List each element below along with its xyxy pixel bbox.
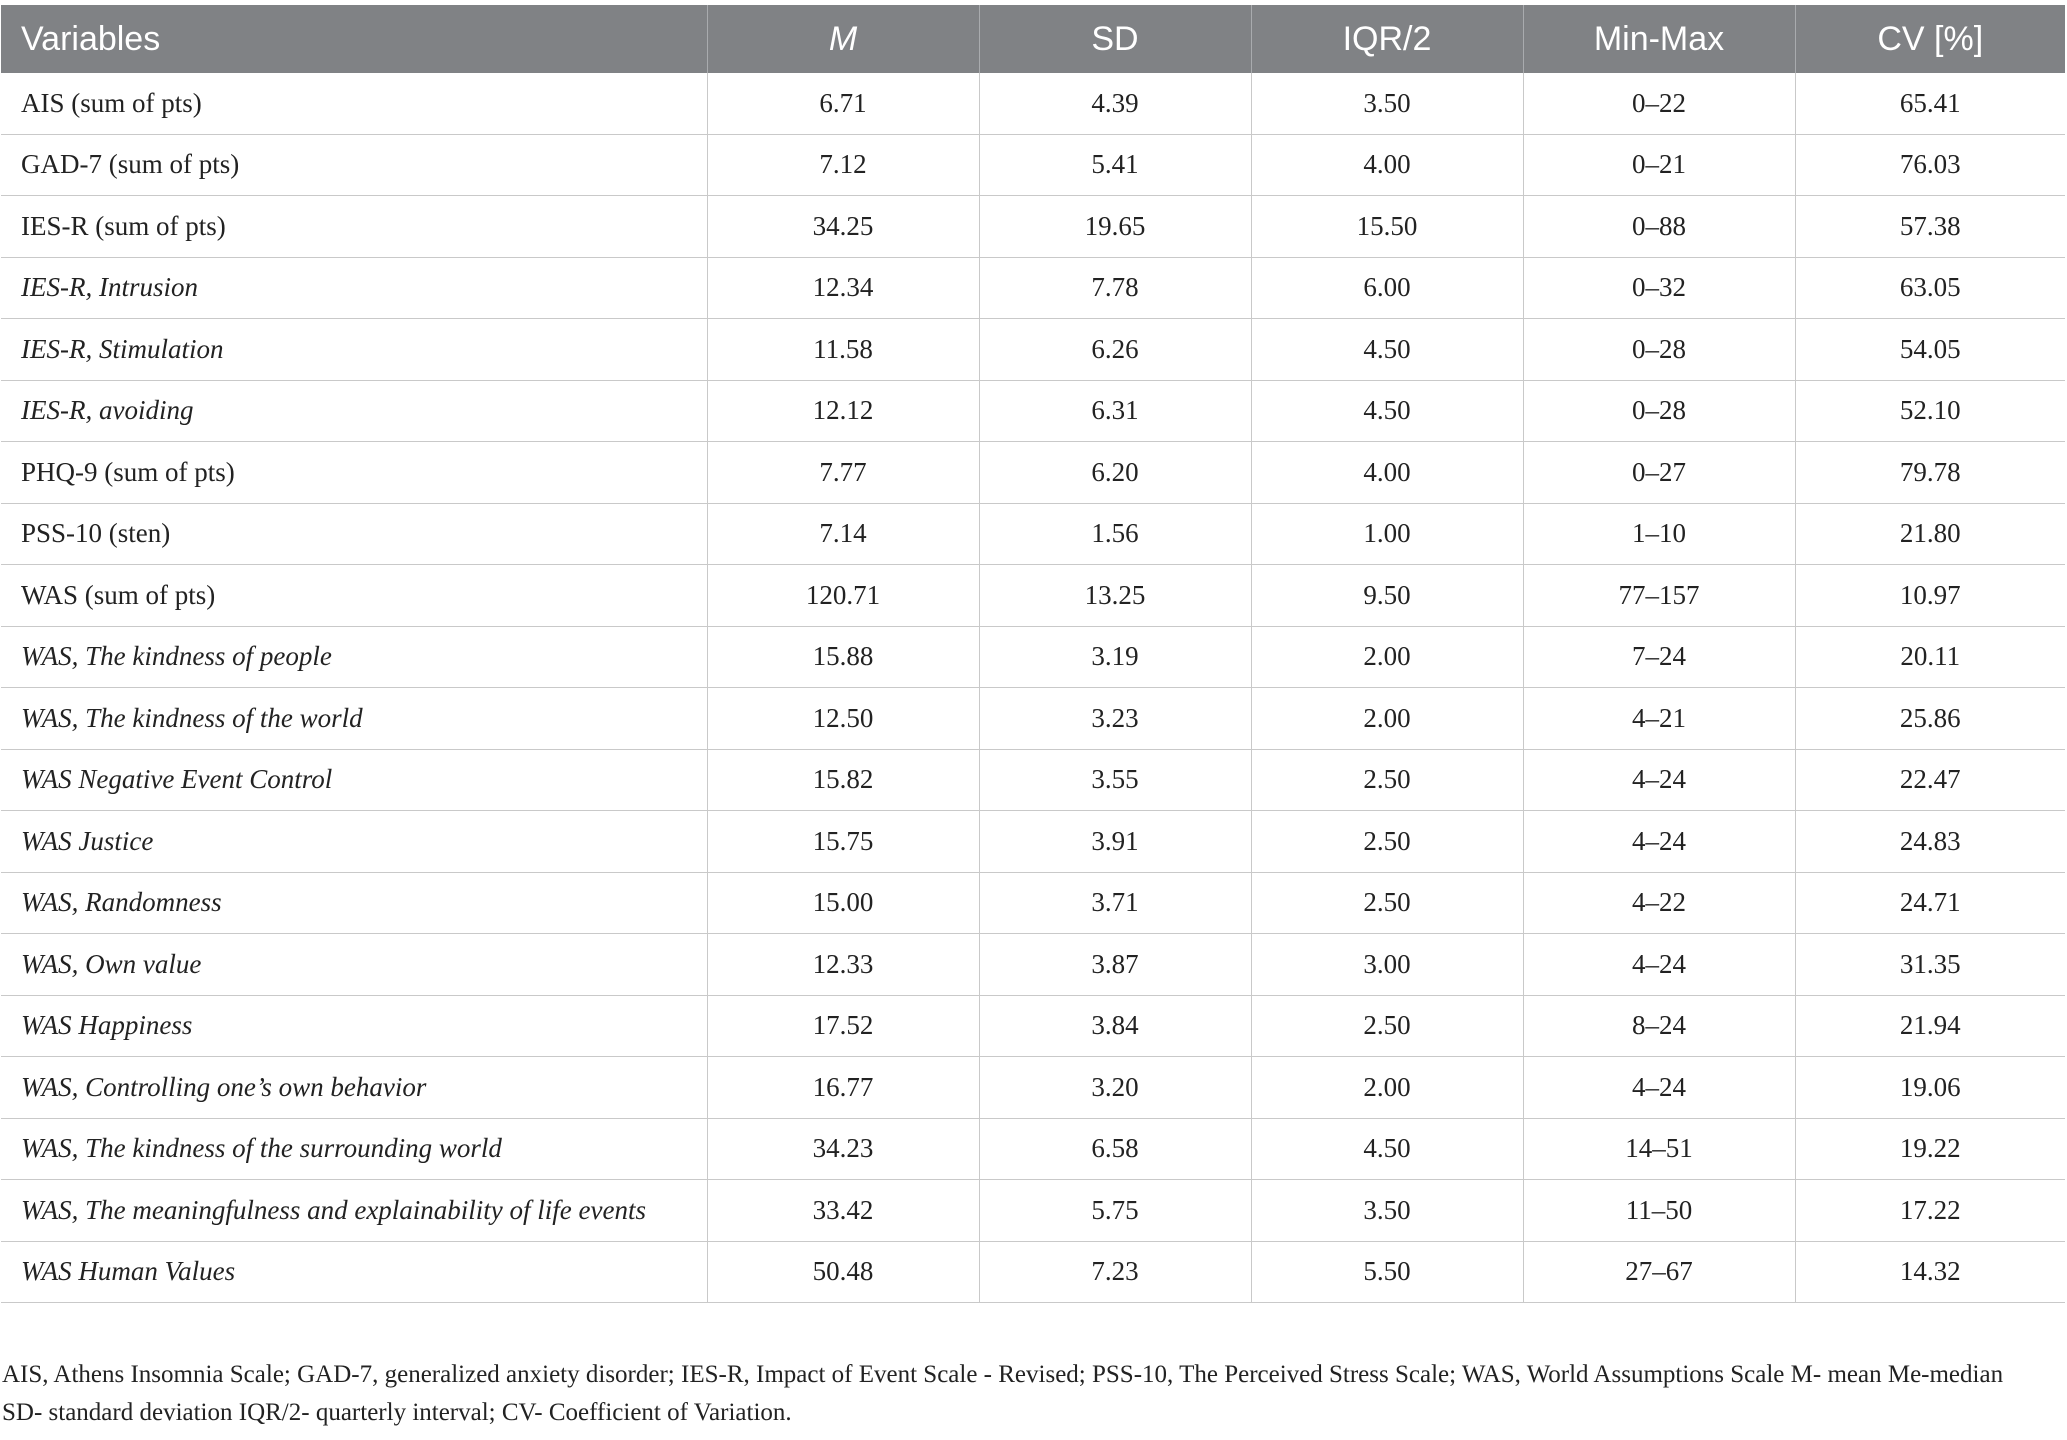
cell-m: 11.58 [707, 319, 979, 381]
cell-variable: IES-R (sum of pts) [1, 196, 707, 258]
cell-variable: WAS, Controlling one’s own behavior [1, 1057, 707, 1119]
cell-min-max: 11–50 [1523, 1180, 1795, 1242]
header-iqr2: IQR/2 [1251, 5, 1523, 73]
cell-iqr2: 4.00 [1251, 134, 1523, 196]
cell-iqr2: 2.00 [1251, 626, 1523, 688]
cell-cv: 14.32 [1795, 1241, 2065, 1303]
cell-variable: PSS-10 (sten) [1, 503, 707, 565]
cell-sd: 6.31 [979, 380, 1251, 442]
cell-m: 7.14 [707, 503, 979, 565]
cell-iqr2: 15.50 [1251, 196, 1523, 258]
descriptive-statistics-table [1, 5, 2065, 1303]
cell-cv: 21.80 [1795, 503, 2065, 565]
cell-sd: 19.65 [979, 196, 1251, 258]
table-row [1, 872, 2065, 934]
table-row [1, 380, 2065, 442]
cell-iqr2: 5.50 [1251, 1241, 1523, 1303]
cell-m: 7.12 [707, 134, 979, 196]
cell-variable: WAS (sum of pts) [1, 565, 707, 627]
cell-m: 33.42 [707, 1180, 979, 1242]
table-row [1, 257, 2065, 319]
cell-iqr2: 3.00 [1251, 934, 1523, 996]
header-min-max: Min-Max [1523, 5, 1795, 73]
cell-iqr2: 2.50 [1251, 872, 1523, 934]
cell-cv: 22.47 [1795, 749, 2065, 811]
cell-min-max: 0–28 [1523, 380, 1795, 442]
cell-cv: 25.86 [1795, 688, 2065, 750]
cell-min-max: 4–22 [1523, 872, 1795, 934]
cell-cv: 31.35 [1795, 934, 2065, 996]
header-cv: CV [%] [1795, 5, 2065, 73]
cell-min-max: 4–24 [1523, 811, 1795, 873]
cell-cv: 57.38 [1795, 196, 2065, 258]
cell-min-max: 4–21 [1523, 688, 1795, 750]
cell-variable: WAS Justice [1, 811, 707, 873]
cell-m: 34.23 [707, 1118, 979, 1180]
cell-min-max: 0–22 [1523, 73, 1795, 134]
cell-iqr2: 2.50 [1251, 749, 1523, 811]
cell-min-max: 8–24 [1523, 995, 1795, 1057]
cell-cv: 21.94 [1795, 995, 2065, 1057]
cell-m: 16.77 [707, 1057, 979, 1119]
table-row [1, 503, 2065, 565]
cell-m: 34.25 [707, 196, 979, 258]
cell-iqr2: 2.00 [1251, 688, 1523, 750]
cell-m: 50.48 [707, 1241, 979, 1303]
cell-sd: 3.55 [979, 749, 1251, 811]
cell-iqr2: 2.00 [1251, 1057, 1523, 1119]
cell-m: 15.75 [707, 811, 979, 873]
cell-cv: 24.71 [1795, 872, 2065, 934]
cell-variable: IES-R, Intrusion [1, 257, 707, 319]
cell-iqr2: 4.00 [1251, 442, 1523, 504]
table-row [1, 319, 2065, 381]
cell-variable: WAS, The kindness of the surrounding world [1, 1118, 707, 1180]
cell-variable: IES-R, avoiding [1, 380, 707, 442]
cell-variable: AIS (sum of pts) [1, 73, 707, 134]
cell-sd: 3.23 [979, 688, 1251, 750]
cell-cv: 79.78 [1795, 442, 2065, 504]
cell-m: 12.34 [707, 257, 979, 319]
cell-cv: 20.11 [1795, 626, 2065, 688]
table-row [1, 1180, 2065, 1242]
header-sd: SD [979, 5, 1251, 73]
table-row [1, 1118, 2065, 1180]
cell-min-max: 0–27 [1523, 442, 1795, 504]
cell-variable: WAS, The kindness of the world [1, 688, 707, 750]
cell-min-max: 0–21 [1523, 134, 1795, 196]
cell-sd: 5.41 [979, 134, 1251, 196]
cell-iqr2: 4.50 [1251, 1118, 1523, 1180]
table-row [1, 134, 2065, 196]
table-footnote: AIS, Athens Insomnia Scale; GAD-7, generalized anxiety disorder; IES-R, Impact of Event Scale - Revised; PSS-10, The Perceived Stress Scale; WAS, World Assumptions Scale M- mean Me-median SD- standard deviation IQR/2- quarterly interval; CV- Coefficient of Variation. [2, 1361, 2004, 1426]
table-row [1, 565, 2065, 627]
cell-variable: WAS, Randomness [1, 872, 707, 934]
cell-sd: 13.25 [979, 565, 1251, 627]
header-m: M [707, 5, 979, 73]
cell-m: 12.33 [707, 934, 979, 996]
cell-iqr2: 3.50 [1251, 1180, 1523, 1242]
cell-variable: PHQ-9 (sum of pts) [1, 442, 707, 504]
cell-m: 12.50 [707, 688, 979, 750]
cell-m: 7.77 [707, 442, 979, 504]
cell-m: 12.12 [707, 380, 979, 442]
cell-sd: 1.56 [979, 503, 1251, 565]
cell-sd: 7.78 [979, 257, 1251, 319]
cell-cv: 19.06 [1795, 1057, 2065, 1119]
cell-variable: WAS, The meaningfulness and explainability of life events [1, 1180, 707, 1242]
cell-iqr2: 3.50 [1251, 73, 1523, 134]
cell-sd: 5.75 [979, 1180, 1251, 1242]
cell-m: 15.88 [707, 626, 979, 688]
cell-iqr2: 4.50 [1251, 380, 1523, 442]
header-row [1, 5, 2065, 73]
cell-iqr2: 9.50 [1251, 565, 1523, 627]
cell-sd: 3.20 [979, 1057, 1251, 1119]
cell-cv: 65.41 [1795, 73, 2065, 134]
cell-sd: 6.26 [979, 319, 1251, 381]
cell-min-max: 77–157 [1523, 565, 1795, 627]
cell-m: 120.71 [707, 565, 979, 627]
cell-variable: GAD-7 (sum of pts) [1, 134, 707, 196]
table-row [1, 442, 2065, 504]
table-body [1, 73, 2065, 1303]
table-row [1, 934, 2065, 996]
cell-variable: WAS Happiness [1, 995, 707, 1057]
cell-cv: 19.22 [1795, 1118, 2065, 1180]
cell-variable: WAS, The kindness of people [1, 626, 707, 688]
table-row [1, 995, 2065, 1057]
cell-m: 15.82 [707, 749, 979, 811]
cell-variable: WAS, Own value [1, 934, 707, 996]
table-row [1, 73, 2065, 134]
cell-sd: 3.19 [979, 626, 1251, 688]
table-row [1, 1241, 2065, 1303]
cell-sd: 6.58 [979, 1118, 1251, 1180]
cell-m: 17.52 [707, 995, 979, 1057]
cell-cv: 10.97 [1795, 565, 2065, 627]
cell-sd: 3.87 [979, 934, 1251, 996]
cell-sd: 3.84 [979, 995, 1251, 1057]
cell-sd: 3.91 [979, 811, 1251, 873]
cell-iqr2: 2.50 [1251, 811, 1523, 873]
cell-iqr2: 4.50 [1251, 319, 1523, 381]
table-row [1, 811, 2065, 873]
table-row [1, 749, 2065, 811]
table-row [1, 688, 2065, 750]
cell-cv: 54.05 [1795, 319, 2065, 381]
cell-min-max: 0–32 [1523, 257, 1795, 319]
cell-iqr2: 6.00 [1251, 257, 1523, 319]
table-row [1, 196, 2065, 258]
table-row [1, 626, 2065, 688]
cell-iqr2: 1.00 [1251, 503, 1523, 565]
cell-sd: 7.23 [979, 1241, 1251, 1303]
cell-cv: 63.05 [1795, 257, 2065, 319]
cell-min-max: 0–28 [1523, 319, 1795, 381]
cell-cv: 17.22 [1795, 1180, 2065, 1242]
cell-variable: WAS Human Values [1, 1241, 707, 1303]
cell-variable: WAS Negative Event Control [1, 749, 707, 811]
cell-sd: 3.71 [979, 872, 1251, 934]
cell-min-max: 4–24 [1523, 1057, 1795, 1119]
cell-m: 6.71 [707, 73, 979, 134]
table-row [1, 1057, 2065, 1119]
cell-min-max: 14–51 [1523, 1118, 1795, 1180]
cell-sd: 6.20 [979, 442, 1251, 504]
header-variables: Variables [1, 5, 707, 73]
cell-variable: IES-R, Stimulation [1, 319, 707, 381]
table-header [1, 5, 2065, 73]
cell-min-max: 7–24 [1523, 626, 1795, 688]
cell-iqr2: 2.50 [1251, 995, 1523, 1057]
cell-m: 15.00 [707, 872, 979, 934]
cell-min-max: 1–10 [1523, 503, 1795, 565]
cell-cv: 52.10 [1795, 380, 2065, 442]
cell-min-max: 27–67 [1523, 1241, 1795, 1303]
cell-cv: 24.83 [1795, 811, 2065, 873]
cell-min-max: 0–88 [1523, 196, 1795, 258]
cell-sd: 4.39 [979, 73, 1251, 134]
cell-min-max: 4–24 [1523, 934, 1795, 996]
cell-min-max: 4–24 [1523, 749, 1795, 811]
cell-cv: 76.03 [1795, 134, 2065, 196]
